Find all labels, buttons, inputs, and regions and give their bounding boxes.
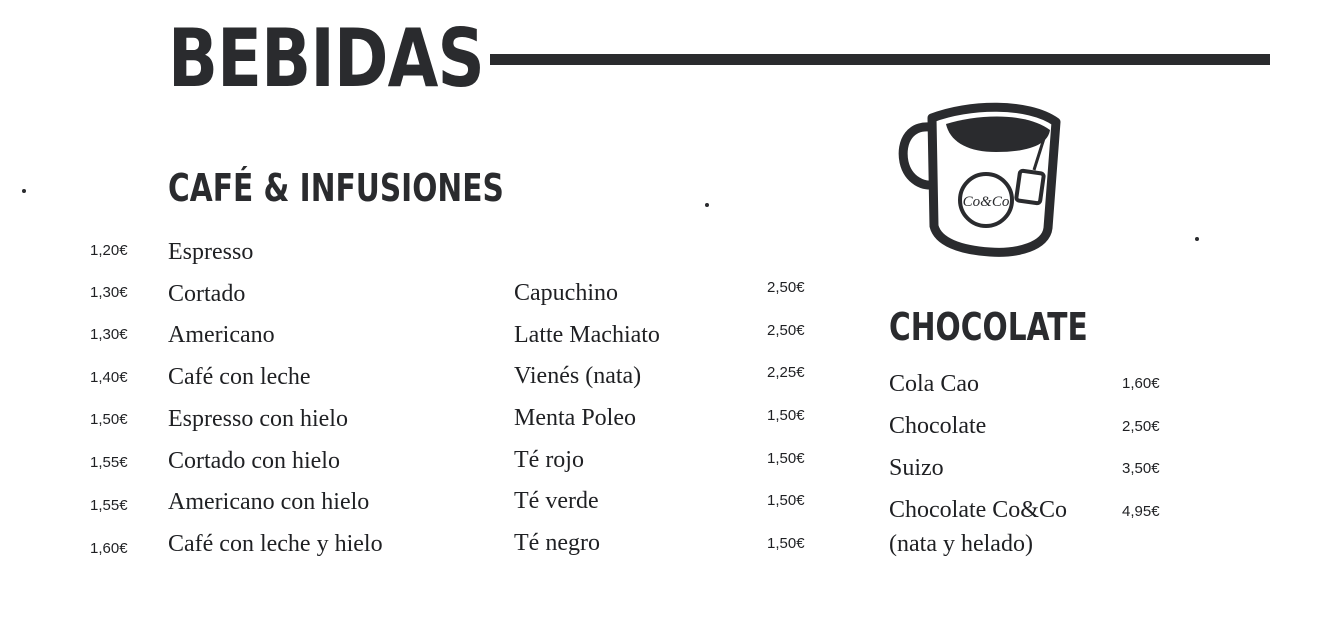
item-menta-poleo: Menta Poleo bbox=[514, 405, 636, 431]
price-espresso-con-hielo: 1,50€ bbox=[90, 411, 128, 428]
item-te-verde: Té verde bbox=[514, 488, 599, 514]
logo-text: Co&Co bbox=[962, 194, 1010, 210]
item-chocolate-coco-note: (nata y helado) bbox=[889, 531, 1033, 557]
item-cola-cao: Cola Cao bbox=[889, 371, 979, 397]
item-cortado-con-hielo: Cortado con hielo bbox=[168, 448, 340, 474]
price-chocolate-coco: 4,95€ bbox=[1122, 503, 1160, 520]
section-title-cafe: CAFÉ & INFUSIONES bbox=[168, 166, 504, 210]
item-cafe-con-leche: Café con leche bbox=[168, 364, 311, 390]
item-latte-machiato: Latte Machiato bbox=[514, 322, 660, 348]
item-te-negro: Té negro bbox=[514, 530, 600, 556]
price-te-verde: 1,50€ bbox=[767, 492, 805, 509]
item-cortado: Cortado bbox=[168, 281, 246, 307]
price-cafe-con-leche-y-hielo: 1,60€ bbox=[90, 540, 128, 557]
mug-icon bbox=[898, 100, 1068, 260]
item-espresso: Espresso bbox=[168, 239, 254, 265]
item-americano-con-hielo: Americano con hielo bbox=[168, 489, 370, 515]
price-te-rojo: 1,50€ bbox=[767, 450, 805, 467]
item-capuchino: Capuchino bbox=[514, 280, 618, 306]
price-cola-cao: 1,60€ bbox=[1122, 375, 1160, 392]
item-espresso-con-hielo: Espresso con hielo bbox=[168, 406, 348, 432]
price-espresso: 1,20€ bbox=[90, 242, 128, 259]
price-americano-con-hielo: 1,55€ bbox=[90, 497, 128, 514]
decorative-dot bbox=[1195, 237, 1199, 241]
price-capuchino: 2,50€ bbox=[767, 279, 805, 296]
price-cafe-con-leche: 1,40€ bbox=[90, 369, 128, 386]
item-chocolate-coco: Chocolate Co&Co bbox=[889, 497, 1067, 523]
item-te-rojo: Té rojo bbox=[514, 447, 584, 473]
price-cortado-con-hielo: 1,55€ bbox=[90, 454, 128, 471]
item-americano: Americano bbox=[168, 322, 275, 348]
price-te-negro: 1,50€ bbox=[767, 535, 805, 552]
title-divider bbox=[490, 54, 1270, 65]
item-cafe-con-leche-y-hielo: Café con leche y hielo bbox=[168, 531, 383, 557]
price-menta-poleo: 1,50€ bbox=[767, 407, 805, 424]
price-cortado: 1,30€ bbox=[90, 284, 128, 301]
section-title-chocolate: CHOCOLATE bbox=[889, 305, 1088, 349]
page-title: BEBIDAS bbox=[168, 12, 484, 105]
decorative-dot bbox=[705, 203, 709, 207]
item-suizo: Suizo bbox=[889, 455, 944, 481]
price-chocolate: 2,50€ bbox=[1122, 418, 1160, 435]
decorative-dot bbox=[22, 189, 26, 193]
item-viennes: Vienés (nata) bbox=[514, 363, 642, 389]
item-chocolate: Chocolate bbox=[889, 413, 987, 439]
price-suizo: 3,50€ bbox=[1122, 460, 1160, 477]
price-viennes: 2,25€ bbox=[767, 364, 805, 381]
price-americano: 1,30€ bbox=[90, 326, 128, 343]
price-latte-machiato: 2,50€ bbox=[767, 322, 805, 339]
